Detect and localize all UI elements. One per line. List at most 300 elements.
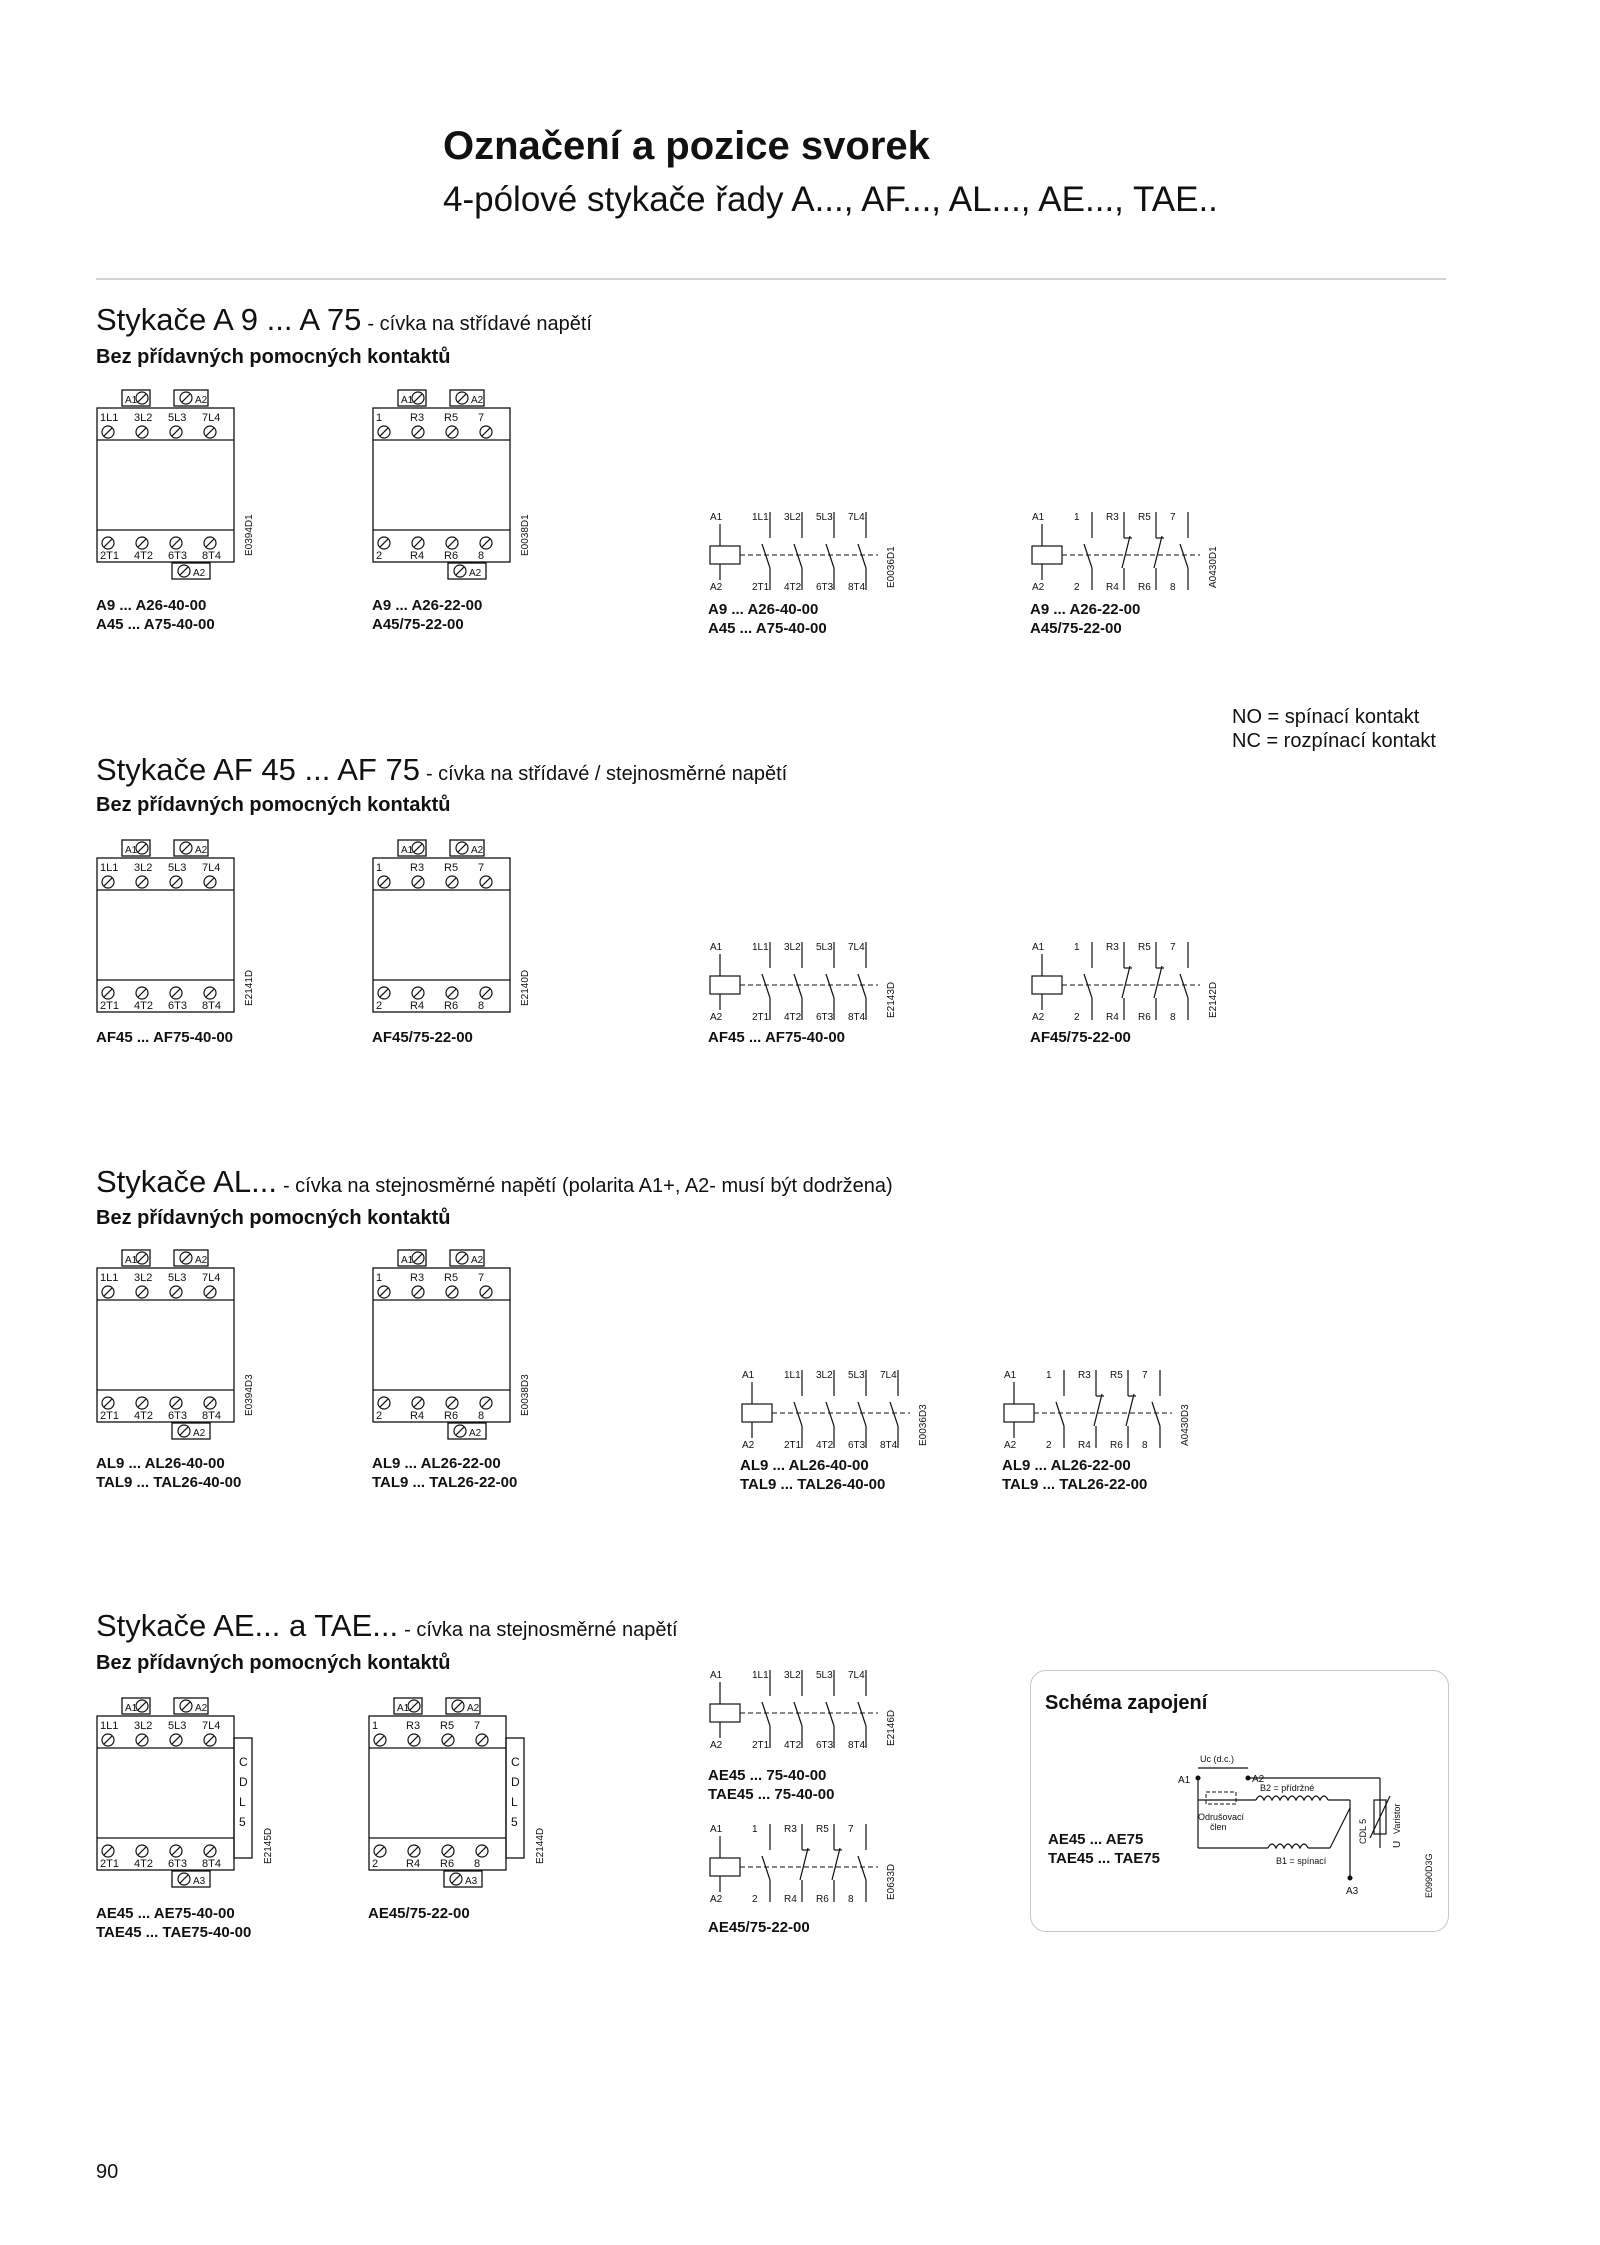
screw-slot xyxy=(172,428,180,436)
part-number: TAE45 ... TAE75 xyxy=(1048,1850,1160,1867)
terminal-label: A1 xyxy=(1004,1370,1017,1381)
terminal-label: R4 xyxy=(410,550,425,562)
screw-slot xyxy=(206,1847,214,1855)
terminal-label: 3L2 xyxy=(784,1670,801,1681)
terminal-label: 2T1 xyxy=(100,1000,119,1012)
terminal-label: 4T2 xyxy=(134,550,153,562)
terminal-label: 8T4 xyxy=(202,550,221,562)
terminal-label: A2 xyxy=(195,395,208,406)
no-contact-blade xyxy=(826,544,834,568)
terminal-label: 8T4 xyxy=(202,1410,221,1422)
part-number: A9 ... A26-40-00 xyxy=(708,601,819,618)
terminal-label: 1L1 xyxy=(752,942,769,953)
no-contact-blade xyxy=(1180,544,1188,568)
part-numbers xyxy=(368,1904,470,1923)
terminal-label: 5L3 xyxy=(168,412,187,424)
screw-slot xyxy=(172,878,180,886)
no-contact-blade xyxy=(1084,544,1092,568)
terminal-label: R4 xyxy=(1078,1440,1091,1451)
screw-slot xyxy=(138,1254,146,1262)
terminal-label: 7L4 xyxy=(848,512,865,523)
screw-slot xyxy=(448,989,456,997)
terminal-label: R3 xyxy=(1078,1370,1091,1381)
section-note: - cívka na stejnosměrné napětí xyxy=(404,1619,678,1641)
no-contact-blade xyxy=(762,974,770,998)
screw-slot xyxy=(410,1847,418,1855)
drawing-code: E0394D3 xyxy=(244,1374,255,1416)
screw-slot xyxy=(206,878,214,886)
terminal-label: 3L2 xyxy=(784,512,801,523)
screw-slot xyxy=(104,539,112,547)
terminal-label: 7L4 xyxy=(848,942,865,953)
terminal-label: R3 xyxy=(406,1720,421,1732)
part-number: AE45 ... AE75 xyxy=(1048,1831,1144,1848)
screw-slot xyxy=(104,1399,112,1407)
terminal-label: R3 xyxy=(1106,942,1119,953)
part-number: TAL9 ... TAL26-22-00 xyxy=(1002,1476,1148,1493)
part-number: TAL9 ... TAL26-40-00 xyxy=(740,1476,886,1493)
screw-slot xyxy=(448,878,456,886)
part-number: A9 ... A26-40-00 xyxy=(96,597,207,614)
terminal-label: 7 xyxy=(478,412,485,424)
terminal-label: A1 xyxy=(397,1703,410,1714)
part-number: AF45/75-22-00 xyxy=(372,1029,473,1046)
section-title: Stykače AF 45 ... AF 75 xyxy=(96,752,420,787)
terminal-diagram xyxy=(372,1248,552,1448)
screw-slot xyxy=(448,539,456,547)
part-numbers xyxy=(708,1918,810,1937)
section-title: Stykače AL... xyxy=(96,1164,277,1199)
screw-slot xyxy=(172,1399,180,1407)
coil-b1-label: B1 = spínací xyxy=(1276,1856,1327,1866)
screw-slot xyxy=(458,844,466,852)
terminal-label: 4T2 xyxy=(816,1440,834,1451)
part-number: AE45/75-22-00 xyxy=(708,1919,810,1936)
no-contact-blade xyxy=(826,974,834,998)
coil-symbol xyxy=(710,1704,740,1722)
terminal-label: 1 xyxy=(752,1824,758,1835)
screw-slot xyxy=(414,539,422,547)
part-number: A9 ... A26-22-00 xyxy=(372,597,483,614)
no-contact-blade xyxy=(762,544,770,568)
drawing-code: E0036D1 xyxy=(886,546,897,588)
terminal-label: 7L4 xyxy=(202,1272,221,1284)
terminal-label: A2 xyxy=(471,845,484,856)
terminal-label: R6 xyxy=(440,1858,455,1870)
terminal-label: R6 xyxy=(444,550,459,562)
terminal-label: 8T4 xyxy=(848,1740,866,1751)
terminal-label: R5 xyxy=(1138,512,1151,523)
drawing-code: E2142D xyxy=(1208,981,1219,1018)
screw-slot xyxy=(376,1847,384,1855)
screw-slot xyxy=(180,1875,188,1883)
terminal-label: 6T3 xyxy=(816,1012,834,1023)
terminal-label: R4 xyxy=(1106,582,1119,593)
terminal-label: 3L2 xyxy=(784,942,801,953)
terminal-label: 2T1 xyxy=(784,1440,802,1451)
terminal-label: 1L1 xyxy=(100,1720,119,1732)
terminal-label: A2 xyxy=(469,568,482,579)
part-number: AE45 ... AE75-40-00 xyxy=(96,1905,235,1922)
cdl5-switch xyxy=(1330,1808,1350,1848)
coil-symbol xyxy=(1032,546,1062,564)
part-numbers xyxy=(372,1454,517,1492)
part-numbers xyxy=(96,1454,241,1492)
terminal-label: A2 xyxy=(471,395,484,406)
legend-no: NO = spínací kontakt xyxy=(1232,706,1420,728)
terminal-label: 8 xyxy=(478,550,485,562)
section-note: - cívka na stejnosměrné napětí (polarita A1+, A2- musí být dodržena) xyxy=(282,1175,893,1197)
screw-slot xyxy=(138,989,146,997)
no-contact-blade xyxy=(826,1402,834,1426)
terminal-label: 7 xyxy=(1170,512,1176,523)
terminal-label: R5 xyxy=(444,412,459,424)
nc-contact-blade xyxy=(1122,536,1130,568)
screw-slot xyxy=(444,1847,452,1855)
section-note: - cívka na střídavé napětí xyxy=(367,313,592,335)
circuit-schematic xyxy=(708,510,908,600)
terminal-label: 2T1 xyxy=(100,1858,119,1870)
terminal-diagram xyxy=(372,838,552,1038)
supply-voltage-label: Uc (d.c.) xyxy=(1200,1754,1235,1764)
no-contact-blade xyxy=(794,1702,802,1726)
terminal-label: 6T3 xyxy=(168,550,187,562)
terminal-label: A1 xyxy=(401,1255,414,1266)
terminal-label: 7L4 xyxy=(202,412,221,424)
terminal-label: 1 xyxy=(372,1720,379,1732)
screw-slot xyxy=(410,1736,418,1744)
screw-slot xyxy=(104,1736,112,1744)
terminal-label: R4 xyxy=(410,1410,425,1422)
terminal-label: A1 xyxy=(710,942,723,953)
screw-slot xyxy=(104,989,112,997)
screw-slot xyxy=(138,1702,146,1710)
terminal-label: 2 xyxy=(376,1410,383,1422)
terminal-label: 1 xyxy=(376,1272,383,1284)
terminal-label: 3L2 xyxy=(134,412,153,424)
cdl5-label: D xyxy=(239,1775,248,1789)
drawing-code: E0038D1 xyxy=(520,514,531,556)
section-title: Stykače AE... a TAE... xyxy=(96,1608,399,1643)
no-contact-blade xyxy=(858,1856,866,1880)
terminal-label: A2 xyxy=(710,1894,723,1905)
terminal-label: R4 xyxy=(410,1000,425,1012)
terminal-label: R4 xyxy=(1106,1012,1119,1023)
terminal-label: A1 xyxy=(742,1370,755,1381)
screw-slot xyxy=(104,428,112,436)
terminal-label: A2 xyxy=(1032,1012,1045,1023)
screw-slot xyxy=(414,428,422,436)
screw-slot xyxy=(456,567,464,575)
drawing-code: E0394D1 xyxy=(244,514,255,556)
terminal-label: R4 xyxy=(784,1894,797,1905)
terminal-label: A2 xyxy=(710,582,723,593)
cdl5-label: C xyxy=(239,1755,248,1769)
terminal-label: 4T2 xyxy=(784,1740,802,1751)
screw-slot xyxy=(172,539,180,547)
terminal-label: 3L2 xyxy=(134,862,153,874)
screw-slot xyxy=(380,428,388,436)
terminal-label: 7 xyxy=(478,862,485,874)
suppressor-symbol xyxy=(1206,1792,1236,1804)
terminal-label: 2T1 xyxy=(100,1410,119,1422)
screw-slot xyxy=(182,1702,190,1710)
suppressor-label: člen xyxy=(1210,1822,1227,1832)
screw-slot xyxy=(172,1288,180,1296)
wiring-schema-title: Schéma zapojení xyxy=(1045,1692,1208,1714)
screw-slot xyxy=(452,1875,460,1883)
coil-symbol xyxy=(710,546,740,564)
terminal-label: 2 xyxy=(1074,1012,1080,1023)
no-contact-blade xyxy=(1180,974,1188,998)
terminal-label: A2 xyxy=(195,1703,208,1714)
terminal-label: 2 xyxy=(752,1894,758,1905)
terminal-label: R6 xyxy=(1138,582,1151,593)
screw-slot xyxy=(414,844,422,852)
terminal-diagram xyxy=(96,838,276,1038)
nc-contact-blade xyxy=(1122,966,1130,998)
terminal-label: 5L3 xyxy=(168,1720,187,1732)
terminal-label: 8T4 xyxy=(202,1000,221,1012)
coil-symbol xyxy=(710,976,740,994)
screw-slot xyxy=(380,1288,388,1296)
no-contact-blade xyxy=(890,1402,898,1426)
wiring-schema-diagram xyxy=(1170,1748,1440,1918)
part-numbers xyxy=(1030,1028,1131,1047)
part-numbers xyxy=(96,596,215,634)
terminal-label: A1 xyxy=(710,512,723,523)
terminal-label: A2 xyxy=(1032,582,1045,593)
page-subtitle: 4-pólové stykače řady A..., AF..., AL..., AE..., TAE.. xyxy=(443,180,1218,219)
screw-slot xyxy=(482,1399,490,1407)
part-number: AF45/75-22-00 xyxy=(1030,1029,1131,1046)
part-number: AE45/75-22-00 xyxy=(368,1905,470,1922)
screw-slot xyxy=(458,394,466,402)
drawing-code: A0430D1 xyxy=(1208,546,1219,588)
terminal-label: 2 xyxy=(376,550,383,562)
terminal-label: 4T2 xyxy=(134,1410,153,1422)
screw-slot xyxy=(448,428,456,436)
terminal-label: 7 xyxy=(478,1272,485,1284)
screw-slot xyxy=(478,1847,486,1855)
terminal-label: 6T3 xyxy=(168,1000,187,1012)
terminal-label: 1 xyxy=(1046,1370,1052,1381)
terminal-label: R5 xyxy=(1110,1370,1123,1381)
terminal-label: A1 xyxy=(125,845,138,856)
screw-slot xyxy=(414,1399,422,1407)
terminal-label: 8 xyxy=(1170,582,1176,593)
terminal-label: 5L3 xyxy=(816,1670,833,1681)
part-number: A45 ... A75-40-00 xyxy=(708,620,827,637)
terminal-label: A3 xyxy=(193,1876,206,1887)
no-contact-blade xyxy=(1056,1402,1064,1426)
no-contact-blade xyxy=(762,1856,770,1880)
circuit-schematic xyxy=(708,940,908,1030)
terminal-label: A1 xyxy=(710,1824,723,1835)
terminal-label: A2 xyxy=(471,1255,484,1266)
drawing-code: E2143D xyxy=(886,981,897,1018)
no-contact-blade xyxy=(794,974,802,998)
section-subheading: Bez přídavných pomocných kontaktů xyxy=(96,794,451,816)
section-note: - cívka na střídavé / stejnosměrné napětí xyxy=(425,763,788,785)
screw-slot xyxy=(414,1288,422,1296)
cdl5-label: L xyxy=(239,1795,246,1809)
terminal-label: 2T1 xyxy=(100,550,119,562)
terminal-label: 1L1 xyxy=(784,1370,801,1381)
terminal-label: 8T4 xyxy=(880,1440,898,1451)
terminal-label: 1L1 xyxy=(752,512,769,523)
terminal-label: A2 xyxy=(742,1440,755,1451)
terminal-label: 1 xyxy=(1074,942,1080,953)
part-number: TAE45 ... 75-40-00 xyxy=(708,1786,835,1803)
screw-slot xyxy=(104,1288,112,1296)
nc-contact-blade xyxy=(1094,1394,1102,1426)
section-subheading: Bez přídavných pomocných kontaktů xyxy=(96,1652,451,1674)
screw-slot xyxy=(104,878,112,886)
screw-slot xyxy=(414,878,422,886)
part-number: AL9 ... AL26-40-00 xyxy=(740,1457,869,1474)
cdl5-label: D xyxy=(511,1775,520,1789)
terminal-label: R3 xyxy=(410,412,425,424)
terminal-label: 6T3 xyxy=(848,1440,866,1451)
no-contact-blade xyxy=(762,1702,770,1726)
screw-slot xyxy=(172,1736,180,1744)
screw-slot xyxy=(410,1702,418,1710)
terminal-label: 7 xyxy=(474,1720,481,1732)
terminal-label: R3 xyxy=(410,862,425,874)
terminal-label: A2 xyxy=(469,1428,482,1439)
terminal-label: A1 xyxy=(125,1703,138,1714)
contact-legend xyxy=(1232,705,1436,753)
terminal-label: 8T4 xyxy=(848,1012,866,1023)
screw-slot xyxy=(138,394,146,402)
terminal-label: A2 xyxy=(1004,1440,1017,1451)
terminal-label: 8 xyxy=(478,1410,485,1422)
no-contact-blade xyxy=(1084,974,1092,998)
terminal-label: 6T3 xyxy=(816,582,834,593)
terminal-label: 5L3 xyxy=(848,1370,865,1381)
section-title: Stykače A 9 ... A 75 xyxy=(96,302,362,337)
screw-slot xyxy=(482,878,490,886)
screw-slot xyxy=(376,1736,384,1744)
part-number: AL9 ... AL26-22-00 xyxy=(372,1455,501,1472)
part-number: AL9 ... AL26-40-00 xyxy=(96,1455,225,1472)
no-contact-blade xyxy=(858,974,866,998)
terminal-label: 1L1 xyxy=(100,1272,119,1284)
terminal-label: 7 xyxy=(1170,942,1176,953)
screw-slot xyxy=(380,878,388,886)
terminal-label: A3 xyxy=(1346,1886,1359,1897)
terminal-label: R4 xyxy=(406,1858,421,1870)
screw-slot xyxy=(414,1254,422,1262)
screw-slot xyxy=(180,567,188,575)
screw-slot xyxy=(478,1736,486,1744)
screw-slot xyxy=(206,1399,214,1407)
terminal-label: 5L3 xyxy=(168,1272,187,1284)
screw-slot xyxy=(138,1736,146,1744)
screw-slot xyxy=(104,1847,112,1855)
screw-slot xyxy=(456,1427,464,1435)
terminal-label: R5 xyxy=(816,1824,829,1835)
terminal-label: A2 xyxy=(195,845,208,856)
no-contact-blade xyxy=(858,544,866,568)
nc-contact-blade xyxy=(1154,536,1162,568)
terminal-label: 2T1 xyxy=(752,582,770,593)
screw-slot xyxy=(380,989,388,997)
screw-slot xyxy=(448,1288,456,1296)
no-contact-blade xyxy=(858,1402,866,1426)
section-subheading: Bez přídavných pomocných kontaktů xyxy=(96,1207,451,1229)
terminal-label: R5 xyxy=(444,1272,459,1284)
screw-slot xyxy=(482,539,490,547)
section-subheading: Bez přídavných pomocných kontaktů xyxy=(96,346,451,368)
terminal-label: 4T2 xyxy=(784,1012,802,1023)
part-number: TAL9 ... TAL26-22-00 xyxy=(372,1474,518,1491)
nc-contact-blade xyxy=(800,1848,808,1880)
coil-symbol xyxy=(1032,976,1062,994)
screw-slot xyxy=(444,1736,452,1744)
part-numbers xyxy=(372,1028,473,1047)
screw-slot xyxy=(206,1288,214,1296)
terminal-label: 8 xyxy=(1170,1012,1176,1023)
terminal-label: 1L1 xyxy=(100,412,119,424)
section-heading xyxy=(96,752,787,788)
part-number: AF45 ... AF75-40-00 xyxy=(96,1029,233,1046)
terminal-label: 7 xyxy=(848,1824,854,1835)
screw-slot xyxy=(138,844,146,852)
terminal-label: 8T4 xyxy=(202,1858,221,1870)
terminal-label: 1 xyxy=(1074,512,1080,523)
terminal-label: R6 xyxy=(816,1894,829,1905)
part-numbers xyxy=(740,1456,885,1494)
terminal-label: 8 xyxy=(478,1000,485,1012)
terminal-diagram xyxy=(372,388,552,588)
page-title: Označení a pozice svorek xyxy=(443,124,930,168)
screw-slot xyxy=(454,1702,462,1710)
part-number: AL9 ... AL26-22-00 xyxy=(1002,1457,1131,1474)
nc-contact-blade xyxy=(1126,1394,1134,1426)
screw-slot xyxy=(448,1399,456,1407)
terminal-diagram xyxy=(96,1696,276,1896)
terminal-label: 8T4 xyxy=(848,582,866,593)
terminal-label: 4T2 xyxy=(134,1858,153,1870)
terminal-label: A1 xyxy=(1032,942,1045,953)
part-numbers xyxy=(1002,1456,1147,1494)
terminal-label: R6 xyxy=(1110,1440,1123,1451)
coil-b2 xyxy=(1256,1796,1328,1800)
coil-b1 xyxy=(1268,1844,1308,1848)
part-numbers xyxy=(708,600,827,638)
no-contact-blade xyxy=(794,1402,802,1426)
drawing-code: E2144D xyxy=(535,1827,546,1864)
terminal-label: R3 xyxy=(1106,512,1119,523)
terminal-label: R3 xyxy=(410,1272,425,1284)
part-numbers xyxy=(96,1028,233,1047)
terminal-label: R5 xyxy=(440,1720,455,1732)
screw-slot xyxy=(182,1254,190,1262)
terminal-label: A2 xyxy=(193,568,206,579)
screw-slot xyxy=(458,1254,466,1262)
screw-slot xyxy=(380,539,388,547)
terminal-label: A1 xyxy=(401,845,414,856)
no-contact-blade xyxy=(858,1702,866,1726)
screw-slot xyxy=(138,539,146,547)
screw-slot xyxy=(206,539,214,547)
terminal-label: 7L4 xyxy=(202,1720,221,1732)
drawing-code: A0430D3 xyxy=(1180,1404,1191,1446)
terminal-label: 6T3 xyxy=(168,1858,187,1870)
screw-slot xyxy=(414,394,422,402)
